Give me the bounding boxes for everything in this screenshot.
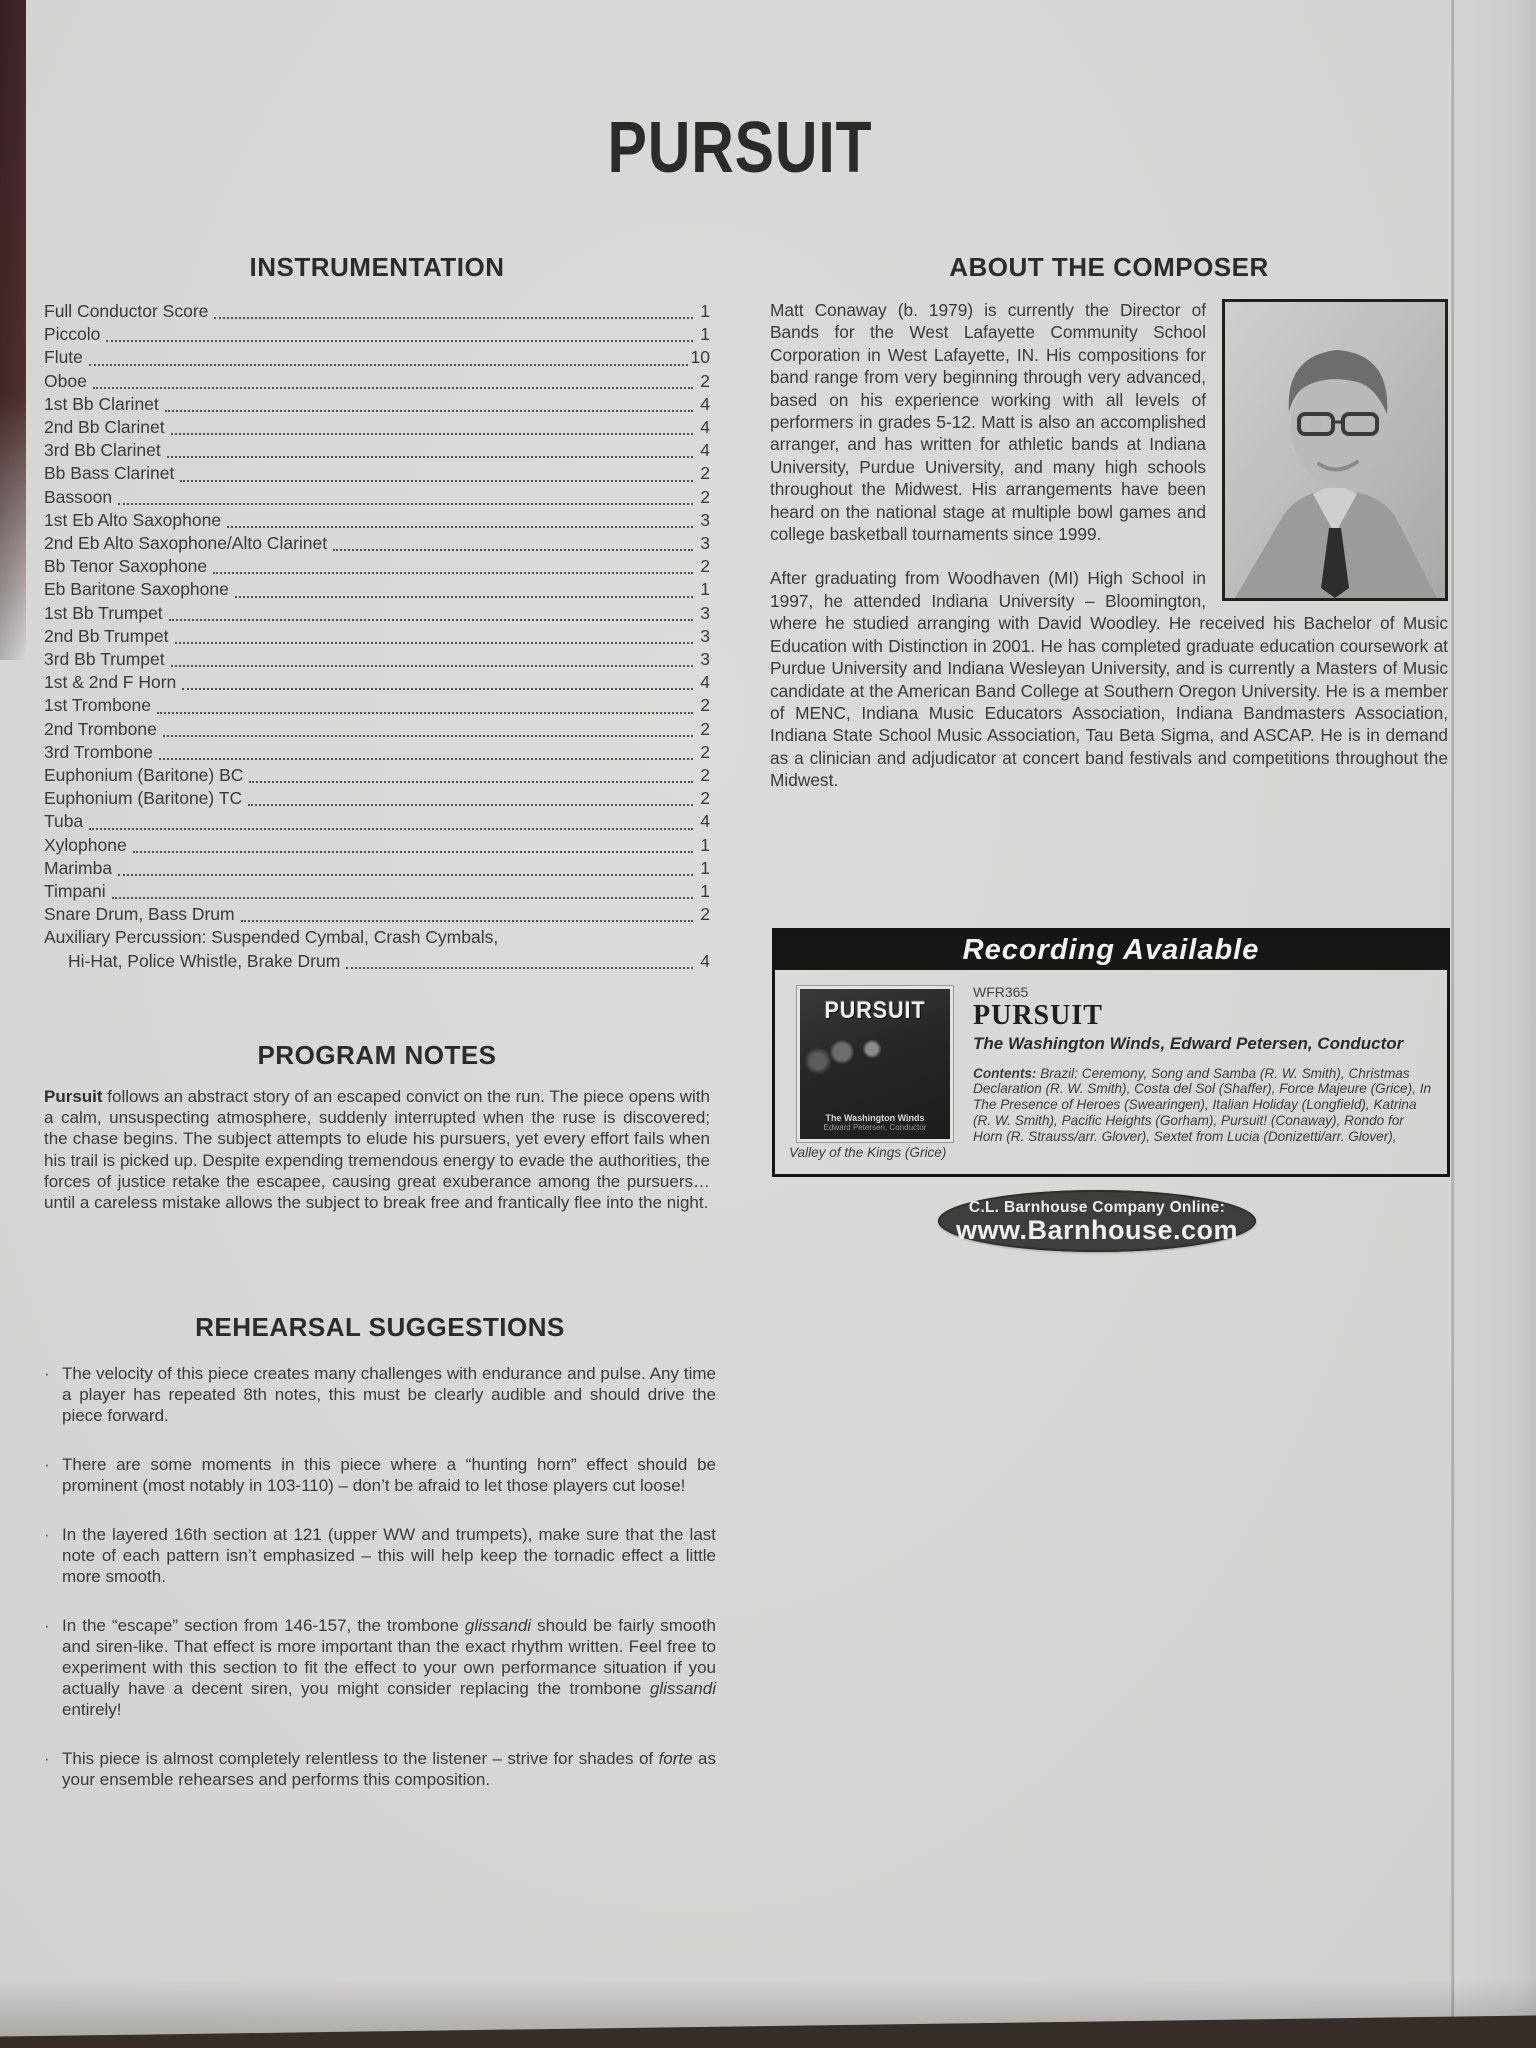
instrument-label: Auxiliary Percussion: Suspended Cymbal, Crash Cymbals, <box>44 927 499 948</box>
instrument-count: 2 <box>700 695 710 716</box>
dotted-leader <box>118 874 693 876</box>
about-heading: ABOUT THE COMPOSER <box>949 252 1269 282</box>
instrumentation-heading: INSTRUMENTATION <box>249 252 505 282</box>
dotted-leader <box>167 456 693 458</box>
dotted-leader <box>93 387 693 389</box>
album-cover <box>797 986 953 1142</box>
dotted-leader <box>241 920 693 922</box>
instrument-label: Piccolo <box>44 324 101 345</box>
rehearsal-bullet <box>44 1615 716 1720</box>
dotted-leader <box>182 688 693 690</box>
instrumentation-row <box>44 903 710 926</box>
instrument-label: 3rd Bb Clarinet <box>44 440 161 461</box>
dotted-leader <box>157 712 693 714</box>
dotted-leader <box>171 665 693 667</box>
instrumentation-row <box>44 671 710 694</box>
dotted-leader <box>213 572 693 574</box>
badge-url: www.Barnhouse.com <box>955 1215 1239 1245</box>
bullet-dot-icon: · <box>44 1364 50 1383</box>
program-notes-section <box>44 1040 710 1213</box>
instrumentation-row <box>44 416 710 439</box>
bullet-dot-icon: · <box>44 1749 50 1768</box>
page-title: PURSUIT <box>607 108 873 188</box>
instrument-label: 1st Trombone <box>44 695 151 716</box>
instrumentation-row <box>44 602 710 625</box>
scan-right-page-edge <box>1455 0 1536 2048</box>
about-paragraph-2: After graduating from Woodhaven (MI) High School in 1997, he attended Indiana University – Bloomington, where he studied arranging with David Woodley. He received his Bachelor of Music Education with Distinction in 2001. He has completed graduate education coursework at Purdue University and Indiana Wesleyan University, and is currently a Masters of Music candidate at the American Band College at Southern Oregon University. He is a member of MENC, Indiana Music Educators Association, Indiana Bandmasters Association, Indiana State School Music Association, Tau Beta Sigma, and ASCAP. He is in demand as a clinician and adjudicator at concert band festivals and competitions throughout the Midwest. <box>770 568 1448 791</box>
instrument-label: 2nd Trombone <box>44 718 157 739</box>
instrumentation-row <box>44 578 710 601</box>
instrumentation-row <box>44 625 710 648</box>
program-notes-heading: PROGRAM NOTES <box>257 1040 497 1070</box>
dotted-leader <box>175 642 693 644</box>
instrument-label: 2nd Eb Alto Saxophone/Alto Clarinet <box>44 533 328 554</box>
instrument-label: 2nd Bb Clarinet <box>44 417 165 438</box>
instrumentation-row <box>44 439 710 462</box>
instrument-count: 1 <box>700 857 710 878</box>
instrument-label: Snare Drum, Bass Drum <box>44 904 235 925</box>
bullet-dot-icon: · <box>44 1455 50 1474</box>
about-composer-section <box>770 252 1448 792</box>
dotted-leader <box>235 596 693 598</box>
instrument-label: Bb Bass Clarinet <box>44 463 175 484</box>
instrument-label: 2nd Bb Trumpet <box>44 625 169 646</box>
dotted-leader <box>163 735 693 737</box>
rehearsal-bullet-text: The velocity of this piece creates many challenges with endurance and pulse. Any time a player has repeated 8th notes, this must be clearly audible and should drive the piece forward. <box>62 1364 716 1425</box>
dotted-leader <box>159 758 693 760</box>
instrument-count: 3 <box>700 649 710 670</box>
about-paragraph-1 <box>770 299 1448 545</box>
instrument-count: 3 <box>700 509 710 530</box>
about-paragraph-1-text: Matt Conaway (b. 1979) is currently the Director of Bands for the West Lafayette Community School Corporation in West Lafayette, IN. His compositions for band range from very beginning through very advanced, based on his experience working with all levels of performers in grades 5-12. Matt is also an accomplished arranger, and has written for athletic bands at Indiana University, Purdue University, and many high schools throughout the Midwest. His arrangements have been heard on the national stage at multiple bowl games and college basketball tournaments since 1999. <box>770 300 1206 545</box>
instrument-count: 3 <box>700 625 710 646</box>
album-cover-title: PURSUIT <box>824 997 926 1024</box>
recording-performers: The Washington Winds, Edward Petersen, Conductor <box>973 1033 1404 1053</box>
rehearsal-bullet <box>44 1363 716 1426</box>
dotted-leader <box>180 480 693 482</box>
instrumentation-row <box>44 462 710 485</box>
instrumentation-row-aux-line2 <box>44 950 710 973</box>
dotted-leader <box>333 549 693 551</box>
dotted-leader <box>112 897 693 899</box>
instrumentation-row <box>44 555 710 578</box>
instrument-count: 2 <box>700 765 710 786</box>
rehearsal-heading: REHEARSAL SUGGESTIONS <box>195 1312 565 1342</box>
instrument-count: 1 <box>700 301 710 321</box>
dotted-leader <box>248 804 693 806</box>
catalog-number: WFR365 <box>973 984 1029 1000</box>
instrument-count: 1 <box>700 881 710 902</box>
instrument-count: 2 <box>700 486 710 507</box>
dotted-leader <box>89 364 688 366</box>
instrument-count: 4 <box>700 393 710 414</box>
instrument-count: 10 <box>690 347 710 368</box>
instrument-count: 2 <box>700 741 710 762</box>
instrument-count: 4 <box>700 672 710 693</box>
instrumentation-row <box>44 764 710 787</box>
instrument-count: 1 <box>700 324 710 345</box>
instrument-count: 4 <box>700 950 710 971</box>
scan-left-edge <box>0 0 26 660</box>
instrument-label: Hi-Hat, Police Whistle, Brake Drum <box>68 950 341 971</box>
instrumentation-row <box>44 300 710 323</box>
contents-text: Brazil: Ceremony, Song and Samba (R. W. Smith), Christmas Declaration (R. W. Smith), Costa del Sol (Shaffer), Force Majeure (Grice), In The Presence of Heroes (Swearingen), Italian Holiday (Longfield), Katrina (R. W. Smith), Pacific Heights (Gorham), Pursuit! (Conaway), Rondo for Horn (R. Strauss/arr. Glover), Sextet from Lucia (Donizetti/arr. Glover), Valley of the Kings (Grice) <box>789 1065 1432 1160</box>
instrument-label: Oboe <box>44 370 87 391</box>
barnhouse-badge <box>938 1190 1256 1252</box>
instrumentation-row <box>44 323 710 346</box>
instrument-count: 3 <box>700 533 710 554</box>
recording-header: Recording Available <box>775 931 1447 970</box>
bullet-dot-icon: · <box>44 1616 50 1635</box>
instrument-count: 1 <box>700 834 710 855</box>
instrument-label: 3rd Bb Trumpet <box>44 649 165 670</box>
instrument-count: 2 <box>700 463 710 484</box>
dotted-leader <box>227 526 693 528</box>
recording-body <box>775 970 1447 1174</box>
instrumentation-row <box>44 880 710 903</box>
dotted-leader <box>165 410 693 412</box>
instrumentation-row-aux-line1 <box>44 926 710 949</box>
instrument-count: 2 <box>700 556 710 577</box>
dotted-leader <box>89 828 693 830</box>
instrument-label: Bb Tenor Saxophone <box>44 556 208 577</box>
rehearsal-bullet-list <box>44 1363 716 1790</box>
dotted-leader <box>106 340 693 342</box>
instrumentation-row <box>44 834 710 857</box>
instrumentation-row <box>44 486 710 509</box>
instrument-label: Eb Baritone Saxophone <box>44 579 229 600</box>
instrument-count: 2 <box>700 904 710 925</box>
instrumentation-row <box>44 393 710 416</box>
instrument-label: Tuba <box>44 811 84 832</box>
instrument-label: 1st Bb Trumpet <box>44 602 163 623</box>
instrument-count: 2 <box>700 718 710 739</box>
instrument-label: Flute <box>44 347 83 368</box>
rehearsal-bullet <box>44 1748 716 1790</box>
dotted-leader <box>169 619 693 621</box>
instrumentation-row <box>44 857 710 880</box>
dotted-leader <box>249 781 693 783</box>
instrumentation-row <box>44 370 710 393</box>
instrument-count: 4 <box>700 811 710 832</box>
rehearsal-bullet <box>44 1454 716 1496</box>
instrument-label: 3rd Trombone <box>44 741 153 762</box>
recording-title: PURSUIT <box>973 1000 1103 1031</box>
page-crease <box>1451 0 1455 2048</box>
album-cover-conductor: Edward Petersen, Conductor <box>823 1123 927 1132</box>
instrument-label: 1st & 2nd F Horn <box>44 672 177 693</box>
instrument-label: Timpani <box>44 881 106 902</box>
instrumentation-list <box>44 300 710 926</box>
bullet-dot-icon: · <box>44 1525 50 1544</box>
album-cover-ensemble: The Washington Winds <box>825 1113 925 1123</box>
composer-photo <box>1222 299 1448 601</box>
instrument-label: Full Conductor Score <box>44 301 209 321</box>
instrumentation-row <box>44 810 710 833</box>
dotted-leader <box>171 433 693 435</box>
instrument-label: Euphonium (Baritone) TC <box>44 788 243 809</box>
instrumentation-row <box>44 718 710 741</box>
instrumentation-row <box>44 648 710 671</box>
rehearsal-bullet-text: In the layered 16th section at 121 (upper WW and trumpets), make sure that the last note of each pattern isn’t emphasized – this will help keep the tornadic effect a little more smooth. <box>62 1525 716 1586</box>
instrument-label: 1st Bb Clarinet <box>44 393 159 414</box>
instrument-label: Euphonium (Baritone) BC <box>44 765 244 786</box>
instrumentation-row <box>44 741 710 764</box>
badge-caption: C.L. Barnhouse Company Online: <box>968 1199 1226 1216</box>
instrumentation-row <box>44 787 710 810</box>
instrument-count: 3 <box>700 602 710 623</box>
instrumentation-row <box>44 509 710 532</box>
instrumentation-row <box>44 694 710 717</box>
dotted-leader <box>133 851 693 853</box>
contents-label: Contents: <box>973 1065 1037 1081</box>
instrument-count: 1 <box>700 579 710 600</box>
instrument-count: 2 <box>700 788 710 809</box>
instrumentation-row <box>44 532 710 555</box>
instrument-count: 4 <box>700 417 710 438</box>
instrumentation-section <box>44 252 710 973</box>
rehearsal-bullet-text: This piece is almost completely relentless to the listener – strive for shades of forte as your ensemble rehearses and performs this composition. <box>62 1749 716 1789</box>
recording-available-box <box>772 928 1450 1177</box>
instrument-count: 2 <box>700 370 710 391</box>
instrument-label: 1st Eb Alto Saxophone <box>44 509 222 530</box>
rehearsal-bullet-text: In the “escape” section from 146-157, the trombone glissandi should be fairly smooth and siren-like. That effect is more important than the exact rhythm written. Feel free to experiment with this section to fit the effect to your own performance situation if you actually have a decent siren, you might consider replacing the trombone glissandi entirely! <box>62 1616 716 1719</box>
instrument-label: Marimba <box>44 857 113 878</box>
instrument-label: Xylophone <box>44 834 127 855</box>
dotted-leader <box>346 967 693 969</box>
instrumentation-row <box>44 346 710 369</box>
instrument-label: Bassoon <box>44 486 113 507</box>
rehearsal-bullet <box>44 1524 716 1587</box>
instrument-count: 4 <box>700 440 710 461</box>
rehearsal-bullet-text: There are some moments in this piece where a “hunting horn” effect should be prominent (most notably in 103-110) – don’t be afraid to let those players cut loose! <box>62 1455 716 1495</box>
dotted-leader <box>118 503 693 505</box>
program-notes-body: Pursuit follows an abstract story of an escaped convict on the run. The piece opens with a calm, unsuspecting atmosphere, suddenly interrupted when the ruse is discovered; the chase begins. The subject attempts to elude his pursuers, yet every effort fails when his trail is picked up. Despite expending tremendous energy to evade the authorities, the forces of justice retake the escapee, causing great exuberance among the pursuers… until a careless mistake allows the subject to break free and frantically flee into the night. <box>44 1087 710 1213</box>
dotted-leader <box>214 317 693 319</box>
rehearsal-section <box>44 1312 716 1818</box>
